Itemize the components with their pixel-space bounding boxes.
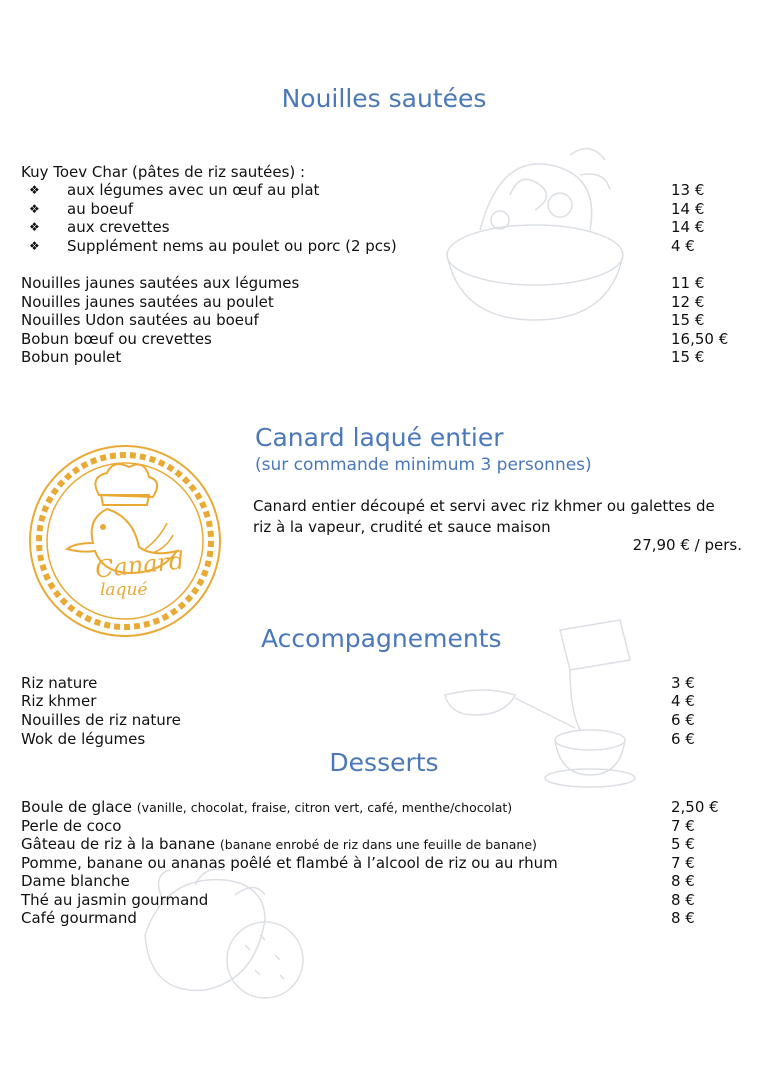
item-name: Dame blanche [21,872,130,890]
item-name: Pomme, banane ou ananas poêlé et flambé à l’alcool de riz ou au rhum [21,854,558,872]
item-price: 14 € [671,200,705,218]
item-name: au boeuf [67,200,134,218]
item-name: Nouilles de riz nature [21,711,181,729]
list-item [21,835,741,854]
list-item [21,711,741,730]
diamond-bullet-icon: ❖ [29,220,40,234]
list-item [21,218,741,237]
list-item [21,330,741,349]
list-item [21,181,741,200]
item-name: Nouilles Udon sautées au boeuf [21,311,259,329]
description-line: Canard entier découpé et servi avec riz khmer ou galettes de [253,497,715,515]
item-note: (banane enrobé de riz dans une feuille de banane) [219,837,537,852]
item-name: Perle de coco [21,817,122,835]
item-price: 15 € [671,311,705,329]
item-price: 15 € [671,348,705,366]
list-item [21,293,741,312]
item-name: Riz nature [21,674,98,692]
logo-text-laque: laqué [100,580,148,600]
item-name: Riz khmer [21,692,97,710]
item-price: 7 € [671,854,695,872]
item-price: 6 € [671,711,695,729]
item-price: 4 € [671,692,695,710]
diamond-bullet-icon: ❖ [29,183,40,197]
item-name: Gâteau de riz à la banane [21,835,216,853]
nouilles-intro [21,163,741,182]
item-name: Café gourmand [21,909,137,927]
item-price: 12 € [671,293,705,311]
item-name: aux légumes avec un œuf au plat [67,181,320,199]
item-price: 5 € [671,835,695,853]
list-item [21,872,741,891]
list-item [21,730,741,749]
description-line: riz à la vapeur, crudité et sauce maison [253,518,551,536]
item-note: (vanille, chocolat, fraise, citron vert, café, menthe/chocolat) [136,800,513,815]
intro-text: Kuy Toev Char (pâtes de riz sautées) : [21,163,306,181]
list-item [21,891,741,910]
item-price: 2,50 € [671,798,719,816]
item-name: aux crevettes [67,218,170,236]
list-item [21,692,741,711]
item-name: Supplément nems au poulet ou porc (2 pcs) [67,237,397,255]
list-item [21,274,741,293]
item-price: 8 € [671,909,695,927]
list-item [21,200,741,219]
list-item [21,348,741,367]
item-name: Nouilles jaunes sautées aux légumes [21,274,300,292]
item-name: Bobun poulet [21,348,122,366]
list-item [21,311,741,330]
list-item [21,798,741,817]
item-price: 4 € [671,237,695,255]
list-item [21,909,741,928]
item-name: Bobun bœuf ou crevettes [21,330,212,348]
canard-description [253,496,748,538]
canard-price: 27,90 € / pers. [632,536,742,554]
item-price: 3 € [671,674,695,692]
canard-laque-logo [27,443,223,639]
section-title-canard: Canard laqué entier [255,423,504,452]
item-price: 14 € [671,218,705,236]
item-price: 11 € [671,274,705,292]
item-price: 7 € [671,817,695,835]
item-name: Wok de légumes [21,730,146,748]
item-name: Nouilles jaunes sautées au poulet [21,293,274,311]
item-name: Thé au jasmin gourmand [21,891,209,909]
item-price: 6 € [671,730,695,748]
section-title-desserts: Desserts [329,748,439,777]
list-item [21,237,741,256]
list-item [21,817,741,836]
diamond-bullet-icon: ❖ [29,202,40,216]
item-name: Boule de glace [21,798,133,816]
section-title-nouilles: Nouilles sautées [281,84,487,113]
item-price: 8 € [671,872,695,890]
item-price: 8 € [671,891,695,909]
list-item [21,854,741,873]
list-item [21,674,741,693]
diamond-bullet-icon: ❖ [29,239,40,253]
section-title-accompagnements: Accompagnements [261,624,502,653]
item-price: 13 € [671,181,705,199]
logo-text-canard: Canard [93,546,186,584]
canard-subtitle: (sur commande minimum 3 personnes) [255,455,592,475]
item-price: 16,50 € [671,330,729,348]
